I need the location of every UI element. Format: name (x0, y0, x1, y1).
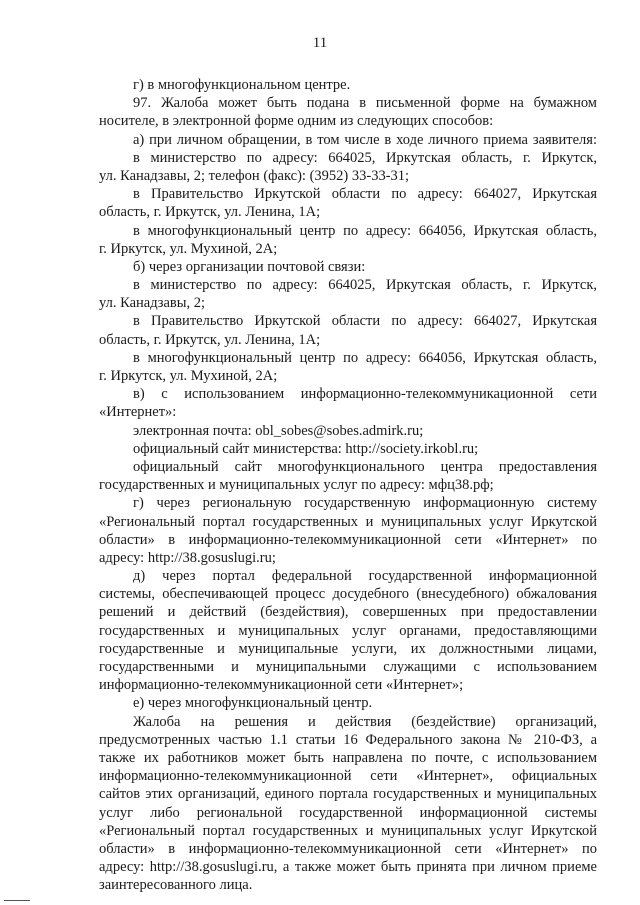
text-line: государственными и муниципальными служащими с использованием (99, 659, 597, 675)
text-line: г) в многофункциональном центре. (133, 77, 351, 93)
text-line: государственных и муниципальных услуг по адресу: мфц38.рф; (99, 477, 494, 494)
text-line: государственных и муниципальных услуг органами, предоставляющими (99, 622, 597, 639)
text-line: официальный сайт многофункционального центра предоставления (133, 458, 597, 475)
text-line: д) через портал федеральной государственной информационной (133, 568, 597, 585)
text-line: ул. Канадзавы, 2; телефон (факс): (3952) 33-33-31; (99, 167, 410, 184)
text-line: г. Иркутск, ул. Мухиной, 2А; (99, 240, 278, 257)
text-line: ул. Канадзавы, 2; (99, 295, 206, 312)
text-line: в) с использованием информационно-телекоммуникационной сети (133, 386, 597, 403)
text-line: системы, обеспечивающей процесс досудебного (внесудебного) обжалования (99, 586, 597, 603)
text-line: в министерство по адресу: 664025, Иркутская область, г. Иркутск, (133, 277, 597, 294)
text-line: г. Иркутск, ул. Мухиной, 2А; (99, 368, 278, 384)
text-line: в министерство по адресу: 664025, Иркутская область, г. Иркутск, (133, 149, 597, 166)
text-line: е) через многофункциональный центр. (133, 695, 373, 712)
text-line: области» в информационно-телекоммуникационной сети «Интернет» по (99, 531, 597, 548)
text-line: а) при личном обращении, в том числе в ходе личного приема заявителя: (133, 131, 597, 148)
text-line: носителе, в электронной форме одним из следующих способов: (99, 113, 494, 130)
text-line: «Региональный портал государственных и муниципальных услуг Иркутской (99, 822, 597, 839)
text-line: в Правительство Иркутской области по адресу: 664027, Иркутская (133, 186, 597, 203)
text-line: в многофункциональный центр по адресу: 664056, Иркутская область, (133, 349, 597, 366)
page-number: 11 (312, 35, 328, 51)
text-line: услуг либо региональной государственной информационной системы (99, 804, 597, 821)
text-line: «Интернет»: (99, 404, 177, 421)
text-line: также их работников может быть направлена по почте, с использованием (99, 749, 597, 766)
scan-edge-mark (4, 900, 30, 901)
text-line: в Правительство Иркутской области по адресу: 664027, Иркутская (133, 313, 597, 330)
text-line: б) через организации почтовой связи: (133, 258, 366, 275)
text-line: официальный сайт министерства: http://society.irkobl.ru; (133, 440, 479, 457)
text-line: информационно-телекоммуникационной сети «Интернет», официальных (99, 768, 597, 785)
text-line: сайтов этих организаций, единого портала государственных и муниципальных (99, 786, 597, 803)
text-line: информационно-телекоммуникационной сети «Интернет»; (99, 677, 464, 694)
text-line: адресу: http://38.gosuslugi.ru; (99, 549, 276, 566)
text-line: предусмотренных частью 1.1 статьи 16 Федерального закона № 210-ФЗ, а (99, 731, 597, 748)
text-line: электронная почта: obl_sobes@sobes.admirk.ru; (133, 422, 424, 439)
text-line: г) через региональную государственную информационную систему (133, 495, 597, 512)
text-line: область, г. Иркутск, ул. Ленина, 1А; (99, 331, 321, 348)
text-line: адресу: http://38.gosuslugi.ru, а также может быть принята при личном приеме (99, 859, 597, 876)
text-line: «Региональный портал государственных и муниципальных услуг Иркутской (99, 513, 597, 530)
text-line: заинтересованного лица. (99, 877, 253, 894)
text-line: области» в информационно-телекоммуникационной сети «Интернет» по (99, 840, 597, 857)
document-body (99, 76, 597, 894)
text-line: в многофункциональный центр по адресу: 664056, Иркутская область, (133, 222, 597, 239)
text-line: область, г. Иркутск, ул. Ленина, 1А; (99, 204, 321, 221)
text-line: решений и действий (бездействия), совершенных при предоставлении (99, 604, 597, 621)
text-line: государственные и муниципальные услуги, их должностными лицами, (99, 640, 597, 657)
text-line: 97. Жалоба может быть подана в письменной форме на бумажном (133, 95, 597, 112)
text-line: Жалоба на решения и действия (бездействие) организаций, (133, 713, 597, 730)
